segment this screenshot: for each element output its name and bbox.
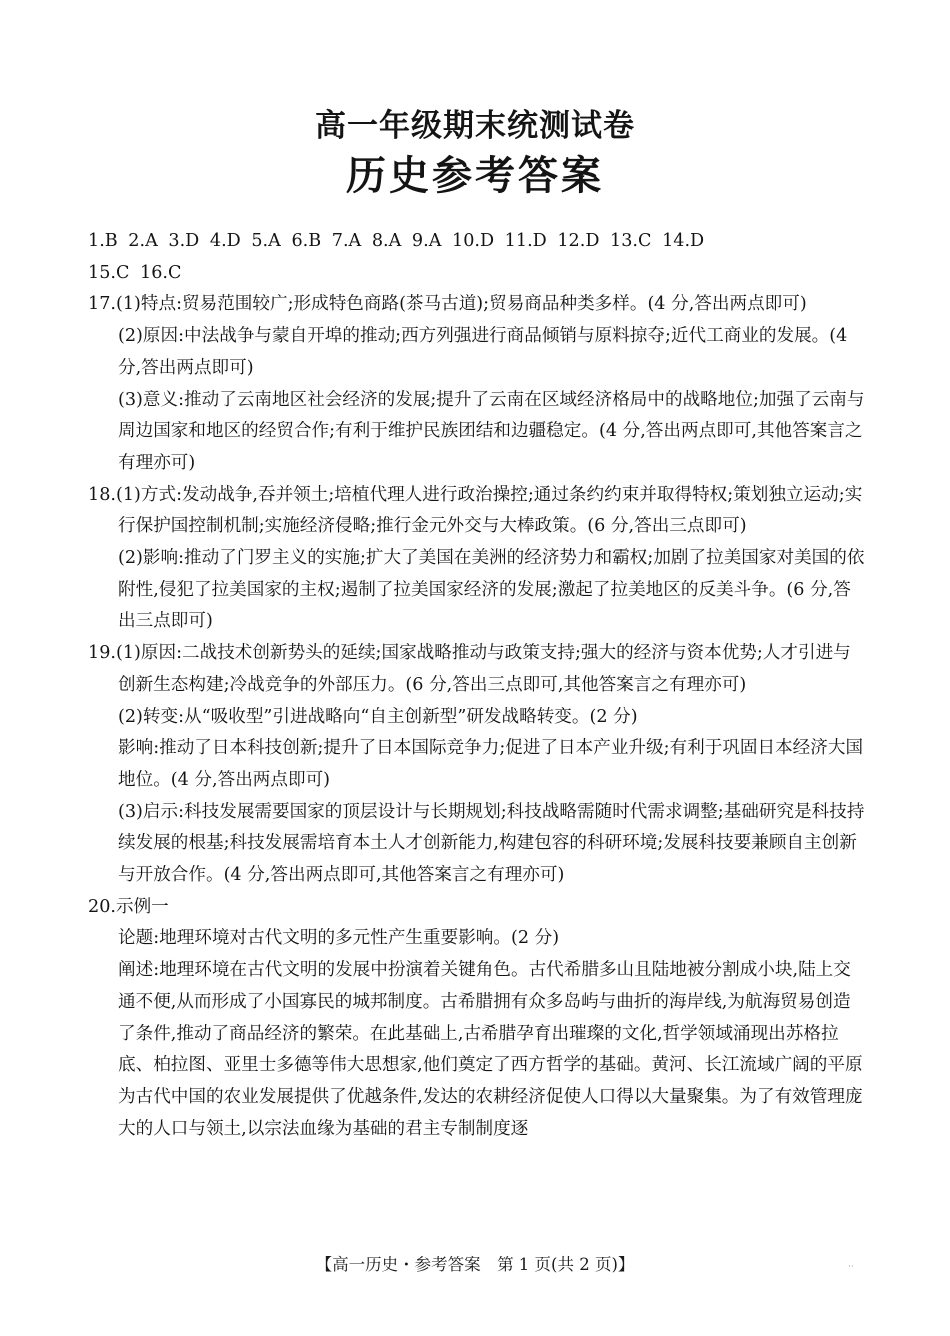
q19-part1: 19.(1)原因:二战技术创新势头的延续;国家战略推动与政策支持;强大的经济与资本优势;人才引进与创新生态构建;冷战竞争的外部压力。(6 分,答出三点即可,其他答案言之有理亦可): [88, 643, 851, 695]
page-subtitle: 历史参考答案: [346, 153, 604, 199]
q17-part3: (3)意义:推动了云南地区社会经济的发展;提升了云南在区域经济格局中的战略地位;加强了云南与周边国家和地区的经贸合作;有利于维护民族团结和边疆稳定。(4 分,答出两点即可,其他答案言之有理亦可): [118, 389, 865, 473]
page-title: 高一年级期末统测试卷: [315, 108, 635, 144]
choice-answers-line1: 1.B 2.A 3.D 4.D 5.A 6.B 7.A 8.A 9.A 10.D 11.D 12.D 13.C 14.D: [88, 231, 705, 251]
page-footer: 【高一历史・参考答案 第 1 页(共 2 页)】: [315, 1255, 635, 1274]
q20-heading: 20.示例一: [88, 896, 169, 917]
q19-impact: 影响:推动了日本科技创新;提升了日本国际竞争力;促进了日本产业升级;有利于巩固日本经济大国地位。(4 分,答出两点即可): [118, 738, 864, 790]
q18-part2: (2)影响:推动了门罗主义的实施;扩大了美国在美洲的经济势力和霸权;加剧了拉美国家对美国的依附性,侵犯了拉美国家的主权;遏制了拉美国家经济的发展;激起了拉美地区的反美斗争。(6 分,答出三点即可): [118, 548, 865, 632]
q18-part1: 18.(1)方式:发动战争,吞并领土;培植代理人进行政治操控;通过条约约束并取得特权;策划独立运动;实行保护国控制机制;实施经济侵略;推行金元外交与大棒政策。(6 分,答出三点即可): [88, 484, 863, 537]
q17-part2: (2)原因:中法战争与蒙自开埠的推动;西方列强进行商品倾销与原料掠夺;近代工商业的发展。(4 分,答出两点即可): [118, 326, 848, 378]
answer-content: [88, 226, 868, 1145]
q20-body: 阐述:地理环境在古代文明的发展中扮演着关键角色。古代希腊多山且陆地被分割成小块,陆上交通不便,从而形成了小国寡民的城邦制度。古希腊拥有众多岛屿与曲折的海岸线,为航海贸易创造了条件,推动了商品经济的繁荣。在此基础上,古希腊孕育出璀璨的文化,哲学领域涌现出苏格拉底、柏拉图、亚里士多德等伟大思想家,他们奠定了西方哲学的基础。黄河、长江流域广阔的平原为古代中国的农业发展提供了优越条件,发达的农耕经济促使人口得以大量聚集。为了有效管理庞大的人口与领土,以宗法血缘为基础的君主专制制度逐: [118, 960, 863, 1139]
choice-answers-line2: 15.C 16.C: [88, 262, 182, 283]
q19-part2: (2)转变:从“吸收型”引进战略向“自主创新型”研发战略转变。(2 分): [118, 706, 638, 727]
footer-mark: ··: [848, 1262, 854, 1272]
q19-part3: (3)启示:科技发展需要国家的顶层设计与长期规划;科技战略需随时代需求调整;基础研究是科技持续发展的根基;科技发展需培育本土人才创新能力,构建包容的科研环境;发展科技要兼顾自主创新与开放合作。(4 分,答出两点即可,其他答案言之有理亦可): [118, 801, 865, 886]
q20-thesis: 论题:地理环境对古代文明的多元性产生重要影响。(2 分): [118, 928, 560, 949]
q17-part1: 17.(1)特点:贸易范围较广;形成特色商路(茶马古道);贸易商品种类多样。(4 分,答出两点即可): [88, 294, 807, 315]
